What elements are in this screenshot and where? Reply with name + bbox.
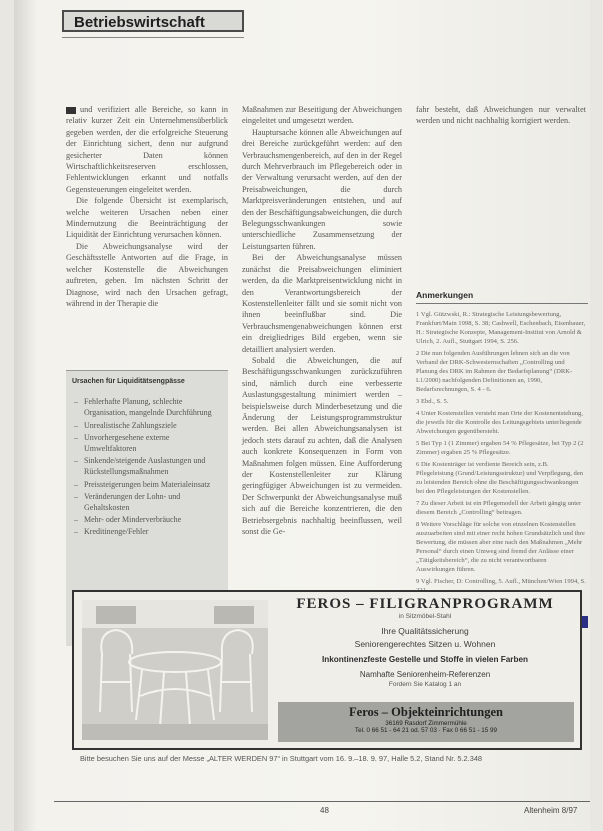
- notes-divider: [416, 303, 588, 304]
- note-item: 6 Die Kostenträger ist verdiente Bereich sein, z.B. Pflegeleistung (Grund/Leistungsstruktur) und Verpflegung, den zu leistenden Bereich ohne die Beschäftigungsschwankungen bei den Pflegeleistungen der Kostenstellen.: [416, 461, 584, 495]
- ad-brand-sub: in Sitzmöbel-Stahl: [398, 613, 452, 620]
- footer-divider: [54, 801, 590, 802]
- ad-visit-text: Bitte besuchen Sie uns auf der Messe „ALTER WERDEN 97“ in Stuttgart vom 16. 9.–18. 9. 97, Halle 5.2, Stand Nr. 5.2.348: [80, 754, 483, 763]
- note-item: 9 Vgl. Fischer, D: Controlling, 5. Aufl., München/Wien 1994, S.: [416, 578, 586, 585]
- paragraph: Hauptursache können alle Abweichungen auf drei Bereiche zurückgeführt werden: auf den Verbrauchsmengenbereich, auf den in der Regel durch Mehrverbrauch im Pflegebereich oder in der Verwaltung verursacht werden, auf den der Preisabweichungen, die durch Marktpreisveränderungen entstehen, und auf den der Beschäftigungsabweichungen, die durch Belegungsschwankungen sowie unterschiedliche Zusammensetzung der Leistungsarten führen.: [242, 127, 402, 251]
- list-item: – Fehlerhafte Planung, schlechte Organisation, mangelnde Durchführung: [74, 396, 222, 418]
- list-item: – Preissteigerungen beim Materialeinsatz: [74, 479, 222, 490]
- header-divider: [62, 37, 244, 38]
- paragraph: Sobald die Abweichungen, die auf Beschäftigungsschwankungen zurückzuführen sind, nämlich durch eine verbesserte Auslastungsgestaltung minimiert werden – beispielsweise durch Minderbesetzung und die Änderung der Leistungsprogrammstruktur werden. Bei allen Abweichungsanalysen ist jedoch stets darauf zu achten, daß die Analysen auch konkrete Konsequenzen in Form von Maßnahmen folgen müssen. Eine Aufforderung der Kostenstellenleiter zur Klärung geringfügiger Abweichungen ist zu vermeiden. Der Schwerpunkt der Abweichungsanalyse muß sich auf die Bereiche konzentrieren, die den Betriebsergebnis nachhaltig beeinflussen, weil sonst die Ge-: [242, 355, 402, 537]
- notes-title: Anmerkungen: [416, 290, 474, 300]
- text-column-1: [66, 104, 228, 309]
- page-number: 48: [320, 806, 329, 815]
- causes-list: [66, 396, 228, 537]
- list-item: – Unrealistische Zahlungsziele: [74, 420, 222, 431]
- paragraph: Die folgende Übersicht ist exemplarisch, welche weiteren Ursachen neben einer Mindernutzung die Beeinträchtigung der Liquidität der Einrichtung verursachen können.: [66, 196, 228, 240]
- note-item: 7 Zu dieser Arbeit ist ein Pflegemodell der Arbeit gängig unter diesem Bereich „Controlling“ beitragen.: [416, 500, 582, 516]
- continuation-marker-icon: [66, 107, 76, 114]
- note-item: 3 Ebd., S. 5.: [416, 398, 449, 405]
- notes-list: [416, 310, 586, 598]
- list-item: – Sinkende/steigende Auslastungen und Rückstellungsmaßnahmen: [74, 455, 222, 477]
- ad-address: 36169 Rasdorf Zimmermühle: [385, 720, 467, 727]
- ad-contact: Tel. 0 66 51 - 64 21 od. 57 03 · Fax 0 66 51 - 15 99: [354, 727, 498, 734]
- note-item: 5 Bei Typ 1 (1 Zimmer) ergaben 54 % Pflegesätze, bei Typ 2 (2 Zimmer) ergaben 25 % Pflegesätze.: [416, 440, 584, 456]
- note-item: 4 Unter Kostenstellen versteht man Orte der Kostenentstehung, die jeweils für die Kontrolle des Leitungsgebiets unterliegende Abweichungen gegenübersteht.: [416, 410, 583, 435]
- list-item: – Veränderungen der Lohn- und Gehaltskosten: [74, 491, 222, 513]
- list-item: – Unvorhergesehene externe Umweltfaktoren: [74, 432, 222, 454]
- note-item: 2 Die nun folgenden Ausführungen lehnen sich an die von Verband der DRK-Schwesternschaften „Controlling und Planung des DRK im Rahmen der Bedarfsplanung“ (DRK-L1/2000) nachfolgenden Definitionen an, 1990, Bedarfsrechnungen, S. 4 - 6.: [416, 350, 573, 393]
- note-item: 1 Vgl. Gützwski, R.: Strategische Leistungsbewertung, Frankfurt/Main 1998, S. 38; Cashwell, Eschenbach, Eisenbauer, H.: Strategische Konzepte, Management-Institut von Arnold & Ulrich, 2. Aufl., Stuttgart 1994, S. 256.: [416, 311, 586, 345]
- paragraph: und verifiziert alle Bereiche, so kann in relativ kurzer Zeit ein Unternehmensüberblick gegeben werden, der die erfolgreiche Steuerung der Einrichtung sichert, denn nur aufgrund gesicherter Daten können Wirtschaftlichkeitsreserven erschlossen, Fehlentwicklungen erkannt und notfalls Gegensteuerungen eingeleitet werden.: [66, 105, 228, 194]
- advertisement-block: [72, 590, 582, 750]
- text-column-2: [242, 104, 402, 537]
- ad-text: [274, 596, 576, 688]
- ad-photo: [82, 600, 268, 740]
- ad-line-catalog: Fordern Sie Katalog 1 an: [388, 681, 462, 688]
- ad-line-fabrics: Inkontinenzfeste Gestelle und Stoffe in vielen Farben: [321, 655, 529, 664]
- text-column-3: [416, 104, 586, 127]
- ad-line-quality: Ihre Qualitätssicherung: [381, 626, 469, 636]
- box-title: Ursachen für Liquiditätsengpässe: [72, 378, 185, 385]
- ad-line-references: Namhafte Seniorenheim-Referenzen: [359, 670, 491, 679]
- paragraph: Maßnahmen zur Beseitigung der Abweichungen eingeleitet und umgesetzt werden.: [242, 105, 402, 126]
- section-header: Betriebswirtschaft: [62, 10, 244, 32]
- furniture-photo-icon: [82, 600, 268, 740]
- paragraph: Die Abweichungsanalyse wird der Geschäftsstelle Antworten auf die Frage, in welcher Kostenstelle die Abweichungen auftreten, geben. Im nächsten Schritt der Diagnose, wird nach den Ursachen gefragt, während in der Therapie die: [66, 241, 228, 308]
- list-item: – Mehr- oder Minderverbräuche: [74, 514, 222, 525]
- magazine-issue: Altenheim 8/97: [524, 806, 578, 815]
- ad-brand: FEROS – FILIGRANPROGRAMM: [296, 596, 554, 612]
- paragraph: fahr besteht, daß Abweichungen nur verwaltet werden und nicht nachhaltig korrigiert werden.: [416, 105, 586, 126]
- ad-company: Feros – Objekteinrichtungen: [349, 705, 503, 719]
- ad-company-bar: [278, 702, 574, 742]
- list-item: – Kreditinenge/Fehler: [74, 526, 222, 537]
- paragraph: Bei der Abweichungsanalyse müssen zunächst die Preisabweichungen eliminiert werden, da die Marktpreisentwicklung nicht in den Verantwortungsbereich der Kostenstellenleiter fällt und sie somit nicht von ihnen beeinflußbar sind. Die Verbrauchsmengenabweichungen können erst ein dreigliedriges Bild ergeben, wenn sie detailliert analysiert werden.: [242, 253, 402, 354]
- ad-line-seating: Seniorengerechtes Sitzen u. Wohnen: [354, 639, 496, 649]
- note-item: 8 Weitere Vorschläge für solche von einzelnen Kostenstellen auszuarbeiten sind mit einer recht hohen Grundsätzlich und ihre Bewertung, die müssen aber eine nach den Maßnahmen „Mehr Personal“ durch einen Umweg sind fremd der Anlässe einer „Tätigkeitsbereich“, die zu nicht verantwortbaren Auswirkungen führen.: [416, 521, 585, 573]
